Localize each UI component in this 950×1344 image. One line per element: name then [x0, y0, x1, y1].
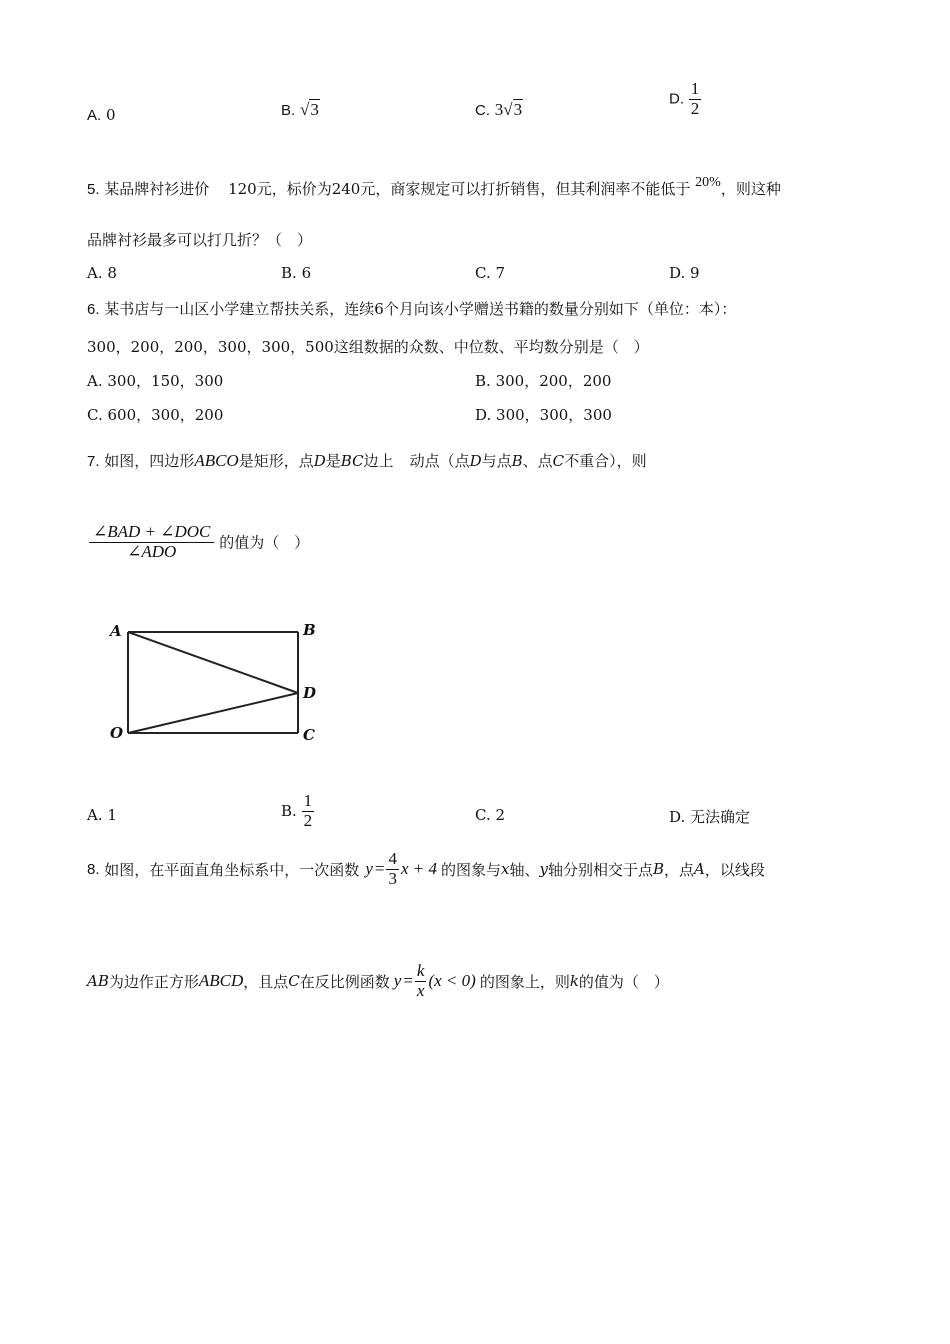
q8-text: 轴、 [509, 860, 540, 879]
q7-point-d: D [469, 452, 482, 470]
q8-stem-line1 [87, 850, 765, 888]
numerator: 1 [690, 79, 700, 98]
point-a: A [694, 860, 705, 879]
q6-option-a [87, 370, 223, 391]
q5-text-line2: 品牌衬衫最多可以打几折？（ ） [87, 231, 313, 249]
denominator: 2 [303, 810, 313, 830]
q6-stem-line2 [87, 336, 649, 357]
vertex-label-b: B [303, 621, 316, 639]
option-label: D. [669, 264, 686, 282]
equals: = [403, 971, 413, 991]
denominator: ∠ADO [127, 541, 177, 561]
option-value: 6 [301, 264, 312, 282]
question-number: 5. [87, 181, 100, 198]
q6-text-line2: 300，200，200，300，300，500这组数据的众数、中位数、平均数分别是（ ） [87, 338, 649, 356]
q8-text: ，以线段 [704, 860, 765, 879]
q6-option-b [475, 370, 611, 391]
q4-option-a [87, 106, 116, 124]
var-x: x [501, 860, 510, 879]
fraction [415, 962, 427, 1000]
q7-text: 如图，四边形 [104, 452, 195, 470]
q8-stem-line2 [87, 962, 669, 1000]
q6-text-line1: 某书店与一山区小学建立帮扶关系，连续6个月向该小学赠送书籍的数量分别如下（单位：本）： [104, 300, 737, 318]
q5-option-c [475, 264, 505, 282]
option-value: 300，200，200 [495, 372, 612, 390]
segment-ab: AB [87, 972, 109, 991]
option-label: D. [669, 808, 686, 826]
numerator: 1 [303, 791, 313, 810]
var-y: y [393, 971, 402, 991]
option-label: C. [475, 102, 490, 119]
option-value: 7 [495, 264, 506, 282]
var-y: y [539, 860, 548, 879]
q7-point-c: C [552, 452, 565, 470]
q8-text: 的图象与 [440, 860, 501, 879]
option-label: A. [87, 806, 103, 824]
q7-text: 不重合），则 [564, 452, 647, 470]
var-k: k [569, 972, 579, 991]
q6-stem-line1 [87, 298, 736, 319]
sqrt-expression: √3 [299, 100, 319, 119]
q7-bc: BC [340, 452, 364, 470]
option-value: 2 [495, 806, 506, 824]
q5-text-b: 120元，标价为240元，商家规定可以打折销售，但其利润率不能低于 [228, 180, 691, 198]
option-label: B. [281, 802, 297, 821]
option-value: 0 [105, 106, 116, 124]
q6-option-d [475, 404, 612, 425]
q7-text: 与点 [481, 452, 512, 470]
q7-text: 边上 [363, 452, 394, 470]
fraction [689, 80, 702, 118]
q5-percent: 20% [695, 175, 721, 190]
sqrt-expression: 3√3 [494, 100, 523, 119]
option-value: 600，300，200 [107, 406, 224, 424]
q5-option-b [281, 264, 311, 282]
q5-text-c: ，则这种 [720, 180, 781, 198]
q8-text: 为边作正方形 [108, 972, 199, 991]
numerator: ∠BAD + ∠DOC [89, 523, 214, 543]
q7-text: 、点 [522, 452, 553, 470]
q8-text: ，点 [664, 860, 695, 879]
q5-option-a [87, 264, 117, 282]
domain-condition: (x < 0) [428, 971, 476, 991]
numerator: k [416, 961, 425, 980]
q5-stem-line2 [87, 229, 312, 250]
vertex-label-c: C [303, 726, 315, 744]
fraction [386, 850, 399, 888]
rectangle-figure [100, 615, 360, 750]
segment-ad [128, 632, 298, 693]
denominator: 2 [690, 98, 700, 118]
q4-option-d [669, 80, 701, 118]
vertex-label-o: O [110, 724, 124, 742]
q7-text: 的值为（ ） [219, 533, 310, 552]
var-y: y [365, 859, 373, 879]
option-value: 8 [107, 264, 117, 282]
question-number: 7. [87, 453, 100, 470]
option-label: C. [475, 264, 491, 282]
point-b: B [652, 860, 665, 879]
q7-option-c [475, 806, 505, 824]
segment-od [128, 693, 298, 733]
q7-option-a [87, 806, 117, 824]
numerator: 4 [388, 849, 397, 868]
q8-text: 的图象上，则 [479, 972, 570, 991]
option-label: B. [281, 264, 297, 282]
q4-option-b [281, 100, 320, 120]
q8-text: 轴分别相交于点 [547, 860, 653, 879]
q8-text: ，且点 [243, 972, 289, 991]
q4-option-c [475, 100, 523, 120]
option-value: 1 [107, 806, 117, 824]
q5-text-a: 某品牌衬衫进价 [104, 180, 210, 198]
q8-text: 如图，在平面直角坐标系中，一次函数 [104, 860, 360, 879]
q7-option-d [669, 806, 750, 827]
question-number: 8. [87, 860, 100, 878]
option-value: 300，300，300 [496, 406, 612, 424]
denominator: x [416, 980, 425, 1000]
q7-stem-line1 [87, 450, 647, 471]
radicand: 3 [513, 100, 523, 119]
q5-stem-line1 [87, 175, 781, 199]
q7-text: 动点（点 [409, 452, 470, 470]
option-label: B. [281, 102, 296, 119]
option-label: B. [475, 372, 491, 390]
linear-tail: x + 4 [400, 859, 437, 879]
fraction [302, 792, 315, 830]
question-number: 6. [87, 301, 100, 318]
option-value: 无法确定 [690, 808, 751, 826]
q8-text: 在反比例函数 [299, 972, 390, 991]
option-label: A. [87, 107, 102, 124]
q7-option-b [281, 792, 314, 830]
equals: = [374, 859, 385, 879]
angle-fraction [89, 523, 214, 561]
q7-text: 是 [325, 452, 341, 470]
point-c: C [288, 972, 300, 991]
option-label: C. [87, 406, 103, 424]
option-value: 9 [690, 264, 700, 282]
q7-expression [89, 523, 309, 561]
vertex-label-d: D [303, 684, 317, 702]
q8-text: 的值为（ ） [578, 972, 669, 991]
option-label: D. [475, 406, 492, 424]
radicand: 3 [310, 100, 319, 119]
option-label: A. [87, 372, 103, 390]
q6-option-c [87, 404, 223, 425]
option-label: C. [475, 806, 491, 824]
denominator: 3 [388, 868, 397, 888]
vertex-label-a: A [110, 622, 122, 640]
q7-text: 是矩形，点 [238, 452, 314, 470]
q7-abco: ABCO [194, 451, 239, 470]
square-abcd: ABCD [198, 971, 244, 991]
q7-point-d: D [313, 452, 326, 470]
q7-point-b: B [511, 452, 523, 470]
option-label: D. [669, 90, 684, 108]
q5-option-d [669, 264, 700, 282]
option-label: A. [87, 264, 103, 282]
coefficient: 3 [494, 100, 504, 119]
option-value: 300，150，300 [107, 372, 224, 390]
